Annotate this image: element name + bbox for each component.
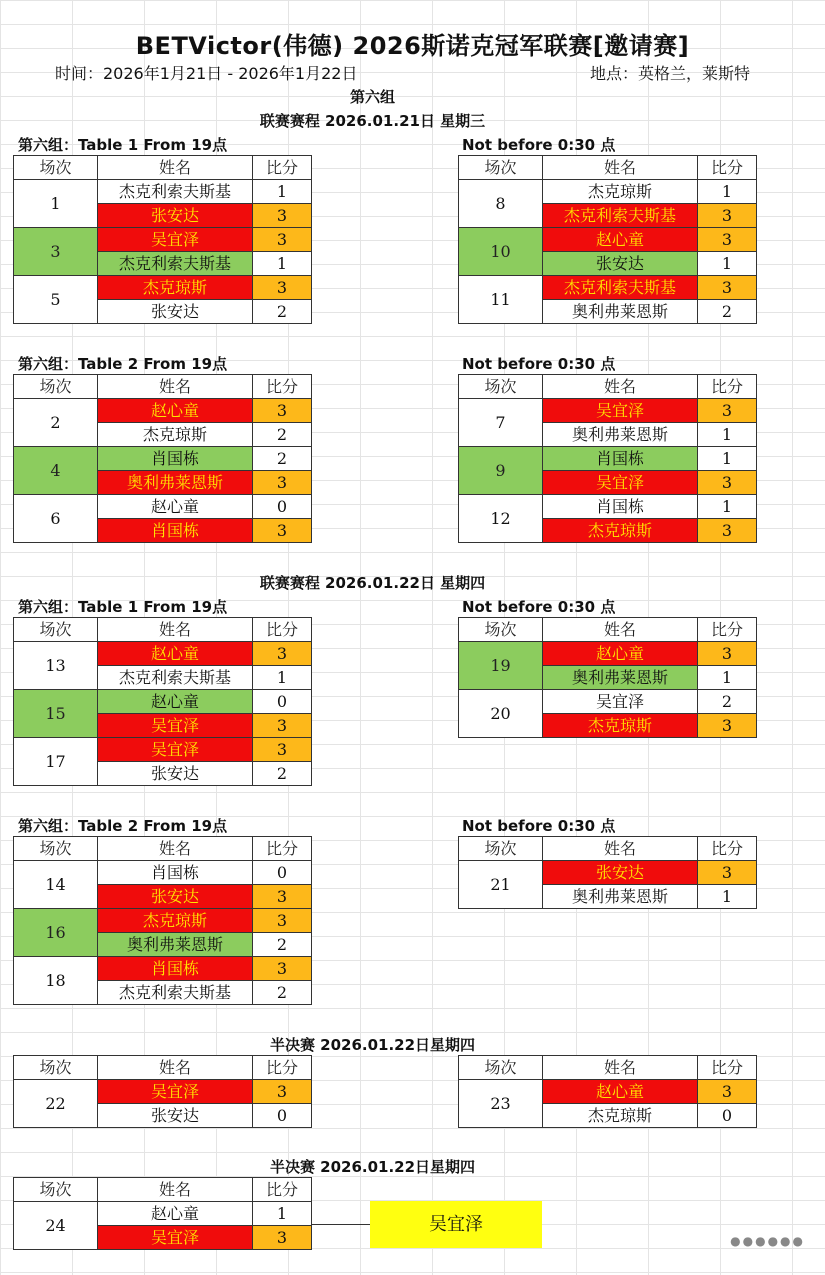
player-name: 杰克利索夫斯基	[543, 204, 698, 228]
match-number: 21	[459, 861, 543, 909]
match-number: 22	[14, 1080, 98, 1128]
match-table	[458, 617, 757, 738]
match-table	[458, 836, 757, 909]
player-name: 吴宜泽	[98, 1080, 253, 1104]
header-match: 场次	[14, 837, 98, 861]
player-name: 肖国栋	[98, 861, 253, 885]
event-location: 地点：英格兰，莱斯特	[590, 64, 751, 83]
match-number: 19	[459, 642, 543, 690]
player-name: 肖国栋	[98, 957, 253, 981]
match-number: 4	[14, 447, 98, 495]
player-name: 吴宜泽	[543, 471, 698, 495]
player-score: 0	[253, 1104, 312, 1128]
player-score: 2	[253, 981, 312, 1005]
player-score: 3	[253, 738, 312, 762]
player-score: 1	[698, 666, 757, 690]
header-name: 姓名	[543, 1056, 698, 1080]
day1-heading: 联赛赛程 2026.01.21日 星期三	[259, 112, 486, 130]
player-score: 1	[698, 447, 757, 471]
player-score: 3	[698, 276, 757, 300]
player-score: 3	[253, 885, 312, 909]
match-number: 11	[459, 276, 543, 324]
match-number: 1	[14, 180, 98, 228]
day1-table2-late-caption: Not before 0:30 点	[462, 355, 616, 373]
player-name: 赵心童	[98, 1202, 253, 1226]
player-name: 杰克琼斯	[98, 909, 253, 933]
champion-box: 吴宜泽	[370, 1201, 542, 1248]
player-score: 1	[698, 495, 757, 519]
player-name: 肖国栋	[543, 447, 698, 471]
player-name: 吴宜泽	[98, 738, 253, 762]
player-score: 3	[698, 228, 757, 252]
header-name: 姓名	[98, 837, 253, 861]
header-score: 比分	[698, 375, 757, 399]
player-name: 杰克琼斯	[543, 1104, 698, 1128]
match-number: 14	[14, 861, 98, 909]
header-match: 场次	[14, 1056, 98, 1080]
player-score: 3	[253, 642, 312, 666]
player-score: 2	[253, 300, 312, 324]
header-name: 姓名	[98, 1056, 253, 1080]
header-name: 姓名	[543, 618, 698, 642]
player-score: 1	[253, 1202, 312, 1226]
player-name: 吴宜泽	[98, 714, 253, 738]
player-name: 吴宜泽	[98, 1226, 253, 1250]
match-number: 9	[459, 447, 543, 495]
header-name: 姓名	[543, 837, 698, 861]
player-name: 奥利弗莱恩斯	[98, 933, 253, 957]
match-number: 13	[14, 642, 98, 690]
header-score: 比分	[698, 1056, 757, 1080]
player-name: 杰克琼斯	[543, 714, 698, 738]
player-score: 3	[698, 399, 757, 423]
match-number: 12	[459, 495, 543, 543]
player-score: 0	[253, 690, 312, 714]
player-name: 赵心童	[98, 642, 253, 666]
player-score: 2	[253, 933, 312, 957]
match-number: 17	[14, 738, 98, 786]
player-name: 张安达	[98, 762, 253, 786]
player-score: 1	[698, 252, 757, 276]
day1-table1-late-caption: Not before 0:30 点	[462, 136, 616, 154]
header-score: 比分	[253, 837, 312, 861]
player-name: 赵心童	[543, 1080, 698, 1104]
match-number: 7	[459, 399, 543, 447]
day2-heading: 联赛赛程 2026.01.22日 星期四	[259, 574, 486, 592]
match-number: 23	[459, 1080, 543, 1128]
match-number: 16	[14, 909, 98, 957]
player-score: 1	[253, 252, 312, 276]
player-name: 杰克利索夫斯基	[98, 981, 253, 1005]
header-name: 姓名	[543, 375, 698, 399]
match-number: 10	[459, 228, 543, 276]
header-score: 比分	[253, 156, 312, 180]
header-score: 比分	[698, 837, 757, 861]
match-table	[458, 155, 757, 324]
player-score: 3	[253, 1080, 312, 1104]
match-table	[13, 374, 312, 543]
player-name: 吴宜泽	[543, 690, 698, 714]
player-name: 张安达	[98, 204, 253, 228]
player-name: 吴宜泽	[543, 399, 698, 423]
match-number: 20	[459, 690, 543, 738]
player-score: 1	[698, 180, 757, 204]
player-name: 奥利弗莱恩斯	[543, 885, 698, 909]
player-score: 3	[698, 204, 757, 228]
header-match: 场次	[459, 618, 543, 642]
player-name: 杰克琼斯	[543, 519, 698, 543]
player-score: 3	[698, 714, 757, 738]
day1-table2-caption: 第六组：Table 2 From 19点	[18, 355, 228, 373]
header-name: 姓名	[98, 375, 253, 399]
match-table	[458, 1055, 757, 1128]
player-name: 赵心童	[543, 642, 698, 666]
player-score: 2	[698, 690, 757, 714]
header-match: 场次	[14, 618, 98, 642]
header-match: 场次	[459, 156, 543, 180]
semifinal-heading: 半决赛 2026.01.22日星期四	[269, 1036, 476, 1054]
player-score: 3	[253, 957, 312, 981]
match-number: 24	[14, 1202, 98, 1250]
header-score: 比分	[253, 1056, 312, 1080]
header-name: 姓名	[98, 156, 253, 180]
player-score: 3	[253, 276, 312, 300]
player-score: 0	[698, 1104, 757, 1128]
player-name: 张安达	[543, 861, 698, 885]
page-dots: ●●●●●●	[730, 1234, 805, 1248]
player-name: 张安达	[98, 1104, 253, 1128]
match-number: 18	[14, 957, 98, 1005]
match-table	[458, 374, 757, 543]
player-name: 杰克利索夫斯基	[98, 252, 253, 276]
day2-table2-late-caption: Not before 0:30 点	[462, 817, 616, 835]
player-score: 2	[698, 300, 757, 324]
player-score: 1	[253, 666, 312, 690]
player-score: 3	[253, 1226, 312, 1250]
player-name: 吴宜泽	[98, 228, 253, 252]
match-table	[13, 155, 312, 324]
header-match: 场次	[14, 1178, 98, 1202]
header-match: 场次	[459, 837, 543, 861]
player-score: 3	[253, 399, 312, 423]
player-name: 肖国栋	[543, 495, 698, 519]
player-name: 奥利弗莱恩斯	[543, 300, 698, 324]
group-label: 第六组	[349, 88, 395, 106]
player-name: 赵心童	[98, 690, 253, 714]
player-score: 0	[253, 495, 312, 519]
match-number: 3	[14, 228, 98, 276]
player-score: 2	[253, 423, 312, 447]
player-score: 2	[253, 762, 312, 786]
player-score: 3	[698, 1080, 757, 1104]
match-number: 6	[14, 495, 98, 543]
player-score: 3	[698, 471, 757, 495]
player-name: 杰克琼斯	[98, 423, 253, 447]
header-name: 姓名	[98, 618, 253, 642]
player-score: 1	[698, 423, 757, 447]
player-name: 杰克琼斯	[98, 276, 253, 300]
header-score: 比分	[253, 1178, 312, 1202]
player-name: 奥利弗莱恩斯	[543, 423, 698, 447]
match-table	[13, 836, 312, 1005]
day1-table1-caption: 第六组：Table 1 From 19点	[18, 136, 228, 154]
header-score: 比分	[698, 618, 757, 642]
match-number: 15	[14, 690, 98, 738]
player-score: 1	[698, 885, 757, 909]
header-match: 场次	[14, 156, 98, 180]
match-table	[13, 617, 312, 786]
player-score: 3	[253, 909, 312, 933]
player-score: 3	[698, 642, 757, 666]
player-score: 3	[253, 714, 312, 738]
match-table	[13, 1177, 312, 1250]
player-score: 3	[698, 519, 757, 543]
player-name: 赵心童	[98, 495, 253, 519]
header-match: 场次	[459, 375, 543, 399]
player-score: 3	[253, 471, 312, 495]
player-score: 2	[253, 447, 312, 471]
player-score: 3	[698, 861, 757, 885]
header-match: 场次	[14, 375, 98, 399]
player-name: 杰克利索夫斯基	[98, 180, 253, 204]
player-name: 杰克琼斯	[543, 180, 698, 204]
header-name: 姓名	[543, 156, 698, 180]
player-score: 3	[253, 204, 312, 228]
player-name: 赵心童	[98, 399, 253, 423]
final-heading: 半决赛 2026.01.22日星期四	[269, 1158, 476, 1176]
player-name: 张安达	[98, 885, 253, 909]
match-number: 8	[459, 180, 543, 228]
match-table	[13, 1055, 312, 1128]
header-name: 姓名	[98, 1178, 253, 1202]
final-connector-line	[312, 1224, 370, 1225]
match-number: 5	[14, 276, 98, 324]
player-score: 3	[253, 228, 312, 252]
day2-table1-caption: 第六组：Table 1 From 19点	[18, 598, 228, 616]
player-name: 张安达	[98, 300, 253, 324]
player-name: 奥利弗莱恩斯	[98, 471, 253, 495]
header-match: 场次	[459, 1056, 543, 1080]
match-number: 2	[14, 399, 98, 447]
day2-table1-late-caption: Not before 0:30 点	[462, 598, 616, 616]
player-name: 张安达	[543, 252, 698, 276]
player-name: 杰克利索夫斯基	[98, 666, 253, 690]
event-time: 时间：2026年1月21日 - 2026年1月22日	[55, 64, 358, 83]
header-score: 比分	[253, 375, 312, 399]
player-name: 奥利弗莱恩斯	[543, 666, 698, 690]
player-name: 杰克利索夫斯基	[543, 276, 698, 300]
player-name: 肖国栋	[98, 447, 253, 471]
header-score: 比分	[253, 618, 312, 642]
player-score: 0	[253, 861, 312, 885]
player-name: 赵心童	[543, 228, 698, 252]
header-score: 比分	[698, 156, 757, 180]
day2-table2-caption: 第六组：Table 2 From 19点	[18, 817, 228, 835]
player-name: 肖国栋	[98, 519, 253, 543]
page-title: BETVictor(伟德) 2026斯诺克冠军联赛[邀请赛]	[135, 32, 690, 60]
player-score: 1	[253, 180, 312, 204]
player-score: 3	[253, 519, 312, 543]
